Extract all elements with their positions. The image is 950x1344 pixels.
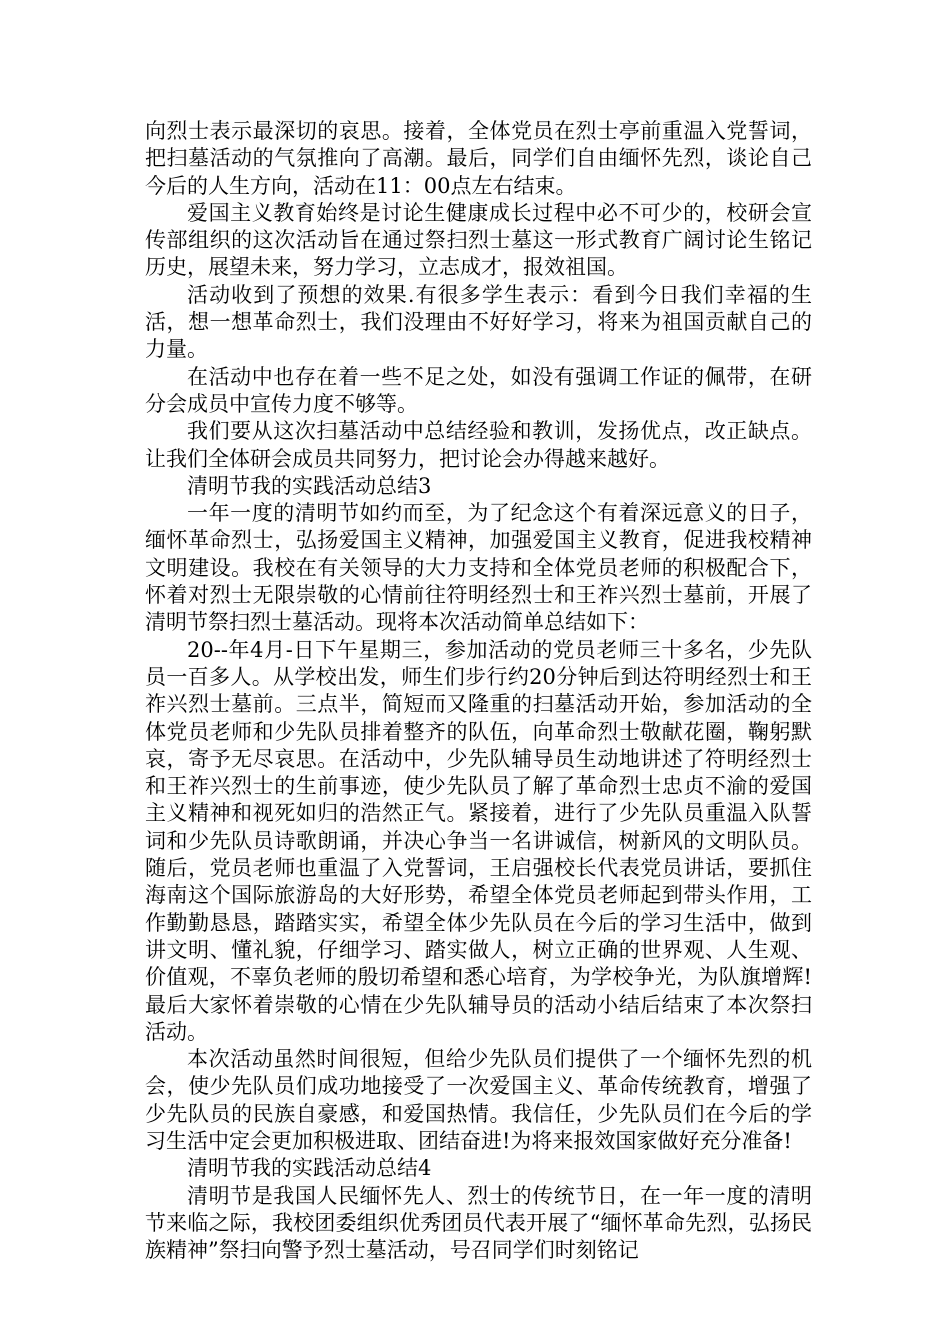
paragraph-4: 在活动中也存在着一些不足之处，如没有强调工作证的佩带，在研分会成员中宣传力度不够等。: [145, 364, 812, 416]
section-heading-3: 清明节我的实践活动总结3: [187, 473, 432, 498]
section-heading-4: 清明节我的实践活动总结4: [187, 1156, 432, 1181]
paragraph-3: 活动收到了预想的效果.有很多学生表示：看到今日我们幸福的生活，想一想革命烈士，我们没理由不好好学习，将来为祖国贡献自己的力量。: [145, 282, 812, 362]
paragraph-1: 向烈士表示最深切的哀思。接着，全体党员在烈士亭前重温入党誓词，把扫墓活动的气氛推向了高潮。最后，同学们自由缅怀先烈，谈论自己今后的人生方向，活动在11：00点左右结束。: [145, 119, 812, 198]
paragraph-9: 清明节是我国人民缅怀先人、烈士的传统节日，在一年一度的清明节来临之际，我校团委组织优秀团员代表开展了“缅怀革命先烈，弘扬民族精神”祭扫向警予烈士墓活动，号召同学们时刻铭记: [145, 1183, 812, 1263]
paragraph-8: 本次活动虽然时间很短，但给少先队员们提供了一个缅怀先烈的机会，使少先队员们成功地接受了一次爱国主义、革命传统教育，增强了少先队员的民族自豪感，和爱国热情。我信任，少先队员们在今后的学习生活中定会更加积极进取、团结奋进!为将来报效国家做好充分准备!: [145, 1047, 812, 1153]
paragraph-2: 爱国主义教育始终是讨论生健康成长过程中必不可少的，校研会宣传部组织的这次活动旨在通过祭扫烈士墓这一形式教育广阔讨论生铭记历史，展望未来，努力学习，立志成才，报效祖国。: [145, 200, 812, 280]
document-page: [145, 118, 812, 1264]
paragraph-6: 一年一度的清明节如约而至，为了纪念这个有着深远意义的日子，缅怀革命烈士，弘扬爱国主义精神，加强爱国主义教育，促进我校精神文明建设。我校在有关领导的大力支持和全体党员老师的积极配合下，怀着对烈士无限崇敬的心情前往符明经烈士和王祚兴烈士墓前，开展了清明节祭扫烈士墓活动。现将本次活动简单总结如下：: [145, 501, 812, 635]
paragraph-7: 20--年4月-日下午星期三，参加活动的党员老师三十多名，少先队员一百多人。从学校出发，师生们步行约20分钟后到达符明经烈士和王祚兴烈士墓前。三点半，简短而又隆重的扫墓活动开始，参加活动的全体党员老师和少先队员排着整齐的队伍，向革命烈士敬献花圈，鞠躬默哀，寄予无尽哀思。在活动中，少先队辅导员生动地讲述了符明经烈士和王祚兴烈士的生前事迹，使少先队员了解了革命烈士忠贞不渝的爱国主义精神和视死如归的浩然正气。紧接着，进行了少先队员重温入队誓词和少先队员诗歌朗诵，并决心争当一名讲诚信，树新风的文明队员。随后，党员老师也重温了入党誓词，王启强校长代表党员讲话，要抓住海南这个国际旅游岛的大好形势，希望全体党员老师起到带头作用，工作勤勤恳恳，踏踏实实，希望全体少先队员在今后的学习生活中，做到讲文明、懂礼貌，仔细学习、踏实做人，树立正确的世界观、人生观、价值观，不辜负老师的殷切希望和悉心培育，为学校争光，为队旗增辉!最后大家怀着崇敬的心情在少先队辅导员的活动小结后结束了本次祭扫活动。: [145, 637, 812, 1044]
paragraph-5: 我们要从这次扫墓活动中总结经验和教训，发扬优点，改正缺点。让我们全体研会成员共同努力，把讨论会办得越来越好。: [145, 419, 812, 471]
